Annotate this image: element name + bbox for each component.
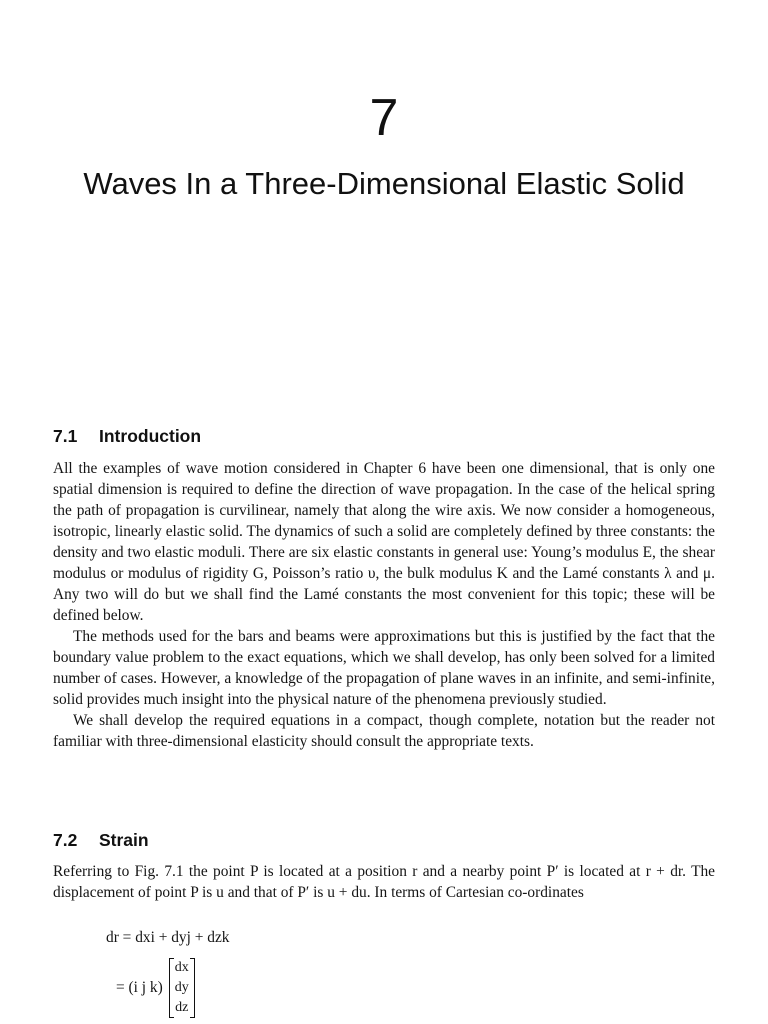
paragraph: We shall develop the required equations in a compact, though complete, notation but the reader not familiar with three-dimensional elasticity should consult the appropriate texts. <box>53 712 715 750</box>
equation-dr: dr = dxi + dyj + dzk <box>106 929 230 946</box>
matrix-entry: dy <box>174 980 189 995</box>
chapter-title: Waves In a Three-Dimensional Elastic Solid <box>83 166 685 201</box>
paragraph: All the examples of wave motion considered in Chapter 6 have been one dimensional, that is only one spatial dimension is required to define the direction of wave propagation. In the case of the helical spring the path of propagation is curvilinear, namely that along the wire axis. We now consider a homogeneous, isotropic, linearly elastic solid. The dynamics of such a solid are completely defined by three constants: the density and two elastic moduli. There are six elastic constants in general use: Young’s modulus E, the shear modulus or modulus of rigidity G, Poisson’s ratio υ, the bulk modulus K and the Lamé constants λ and μ. Any two will do but we shall find the Lamé constants the most convenient for this topic; these will be defined below. <box>53 460 715 624</box>
equation-matrix-form <box>116 958 195 1018</box>
section-title: Strain <box>99 830 149 850</box>
matrix-entry: dz <box>175 1000 189 1015</box>
section-number: 7.2 <box>53 830 78 850</box>
strain-body <box>53 861 715 903</box>
section-number: 7.1 <box>53 426 78 446</box>
chapter-number: 7 <box>369 89 399 147</box>
section-title: Introduction <box>99 426 202 446</box>
paragraph: The methods used for the bars and beams were approximations but this is justified by the fact that the boundary value problem to the exact equations, which we shall develop, has only been solved for a limited number of cases. However, a knowledge of the propagation of plane waves in an infinite, and semi-infinite, solid provides much insight into the physical nature of the phenomena previously studied. <box>53 628 715 708</box>
paragraph: Referring to Fig. 7.1 the point P is located at a position r and a nearby point P′ is located at r + dr. The displacement of point P is u and that of P′ is u + du. In terms of Cartesian co-ordinates <box>53 863 715 901</box>
section-heading-strain <box>53 829 149 851</box>
equation-prefix: = (i j k) <box>116 979 163 996</box>
section-heading-introduction <box>53 425 201 447</box>
introduction-body <box>53 458 715 752</box>
column-matrix <box>169 958 195 1018</box>
matrix-entry: dx <box>174 960 189 975</box>
